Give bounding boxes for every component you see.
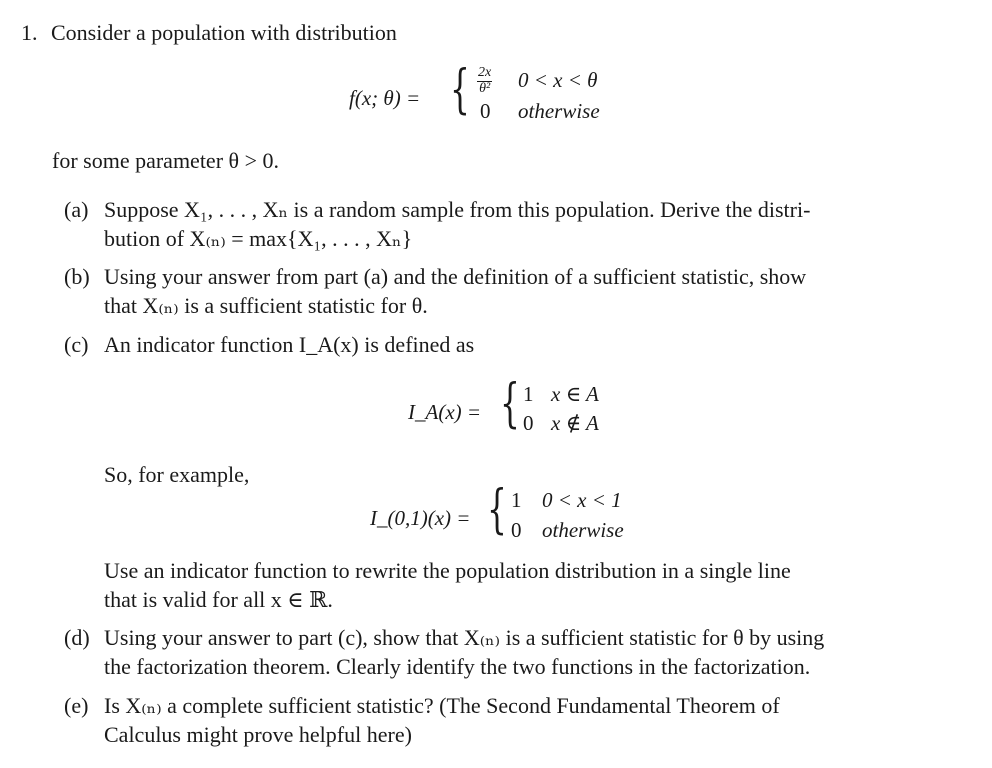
part-c-followup-line2: that is valid for all x ∈ ℝ. xyxy=(104,587,333,612)
part-b-line1: Using your answer from part (a) and the definition of a sufficient statistic, show xyxy=(104,264,807,289)
part-e-label: (e) xyxy=(64,693,89,718)
example-case2-condition: otherwise xyxy=(542,518,624,542)
part-b-line2: that X₍ₙ₎ is a sufficient statistic for θ. xyxy=(104,293,428,318)
problem-number: 1. xyxy=(21,20,38,45)
part-d-label: (d) xyxy=(64,625,90,650)
part-b-label: (b) xyxy=(64,264,90,289)
part-d-line2: the factorization theorem. Clearly identify the two functions in the factorization. xyxy=(104,654,811,679)
part-a-line1: Suppose X₁, . . . , Xₙ is a random sample from this population. Derive the distri- xyxy=(104,197,811,222)
pdf-case1-denominator: θ² xyxy=(479,80,491,96)
indicator-case2-condition: x ∉ A xyxy=(551,411,599,435)
example-case2-value: 0 xyxy=(511,518,522,542)
pdf-case1-fraction xyxy=(477,66,492,96)
pdf-brace: { xyxy=(450,60,470,120)
example-lhs: I_(0,1)(x) = xyxy=(370,506,471,530)
part-e-line1: Is X₍ₙ₎ a complete sufficient statistic? (The Second Fundamental Theorem of xyxy=(104,693,780,718)
example-intro: So, for example, xyxy=(104,462,250,487)
part-c-line1: An indicator function I_A(x) is defined as xyxy=(104,332,475,357)
pdf-case1-condition: 0 < x < θ xyxy=(518,68,598,92)
pdf-lhs: f(x; θ) = xyxy=(349,86,421,110)
part-a-label: (a) xyxy=(64,197,89,222)
part-d-line1: Using your answer to part (c), show that X₍ₙ₎ is a sufficient statistic for θ by using xyxy=(104,625,825,650)
indicator-case1-value: 1 xyxy=(523,382,534,406)
indicator-brace: { xyxy=(500,374,520,434)
indicator-case1-condition: x ∈ A xyxy=(551,382,599,406)
indicator-case2-value: 0 xyxy=(523,411,534,435)
part-c-followup-line1: Use an indicator function to rewrite the population distribution in a single line xyxy=(104,558,791,583)
example-brace: { xyxy=(487,480,507,540)
part-c-label: (c) xyxy=(64,332,89,357)
pdf-case2-condition: otherwise xyxy=(518,99,600,123)
problem-heading xyxy=(21,22,397,44)
parameter-statement: for some parameter θ > 0. xyxy=(52,148,279,173)
indicator-lhs: I_A(x) = xyxy=(408,400,482,424)
example-case1-value: 1 xyxy=(511,488,522,512)
pdf-case2-value: 0 xyxy=(480,99,491,123)
pdf-case1-numerator: 2x xyxy=(478,65,492,80)
part-a-line2: bution of X₍ₙ₎ = max{X₁, . . . , Xₙ} xyxy=(104,226,413,251)
problem-intro: Consider a population with distribution xyxy=(51,20,397,45)
part-e-line2: Calculus might prove helpful here) xyxy=(104,722,412,747)
example-case1-condition: 0 < x < 1 xyxy=(542,488,622,512)
